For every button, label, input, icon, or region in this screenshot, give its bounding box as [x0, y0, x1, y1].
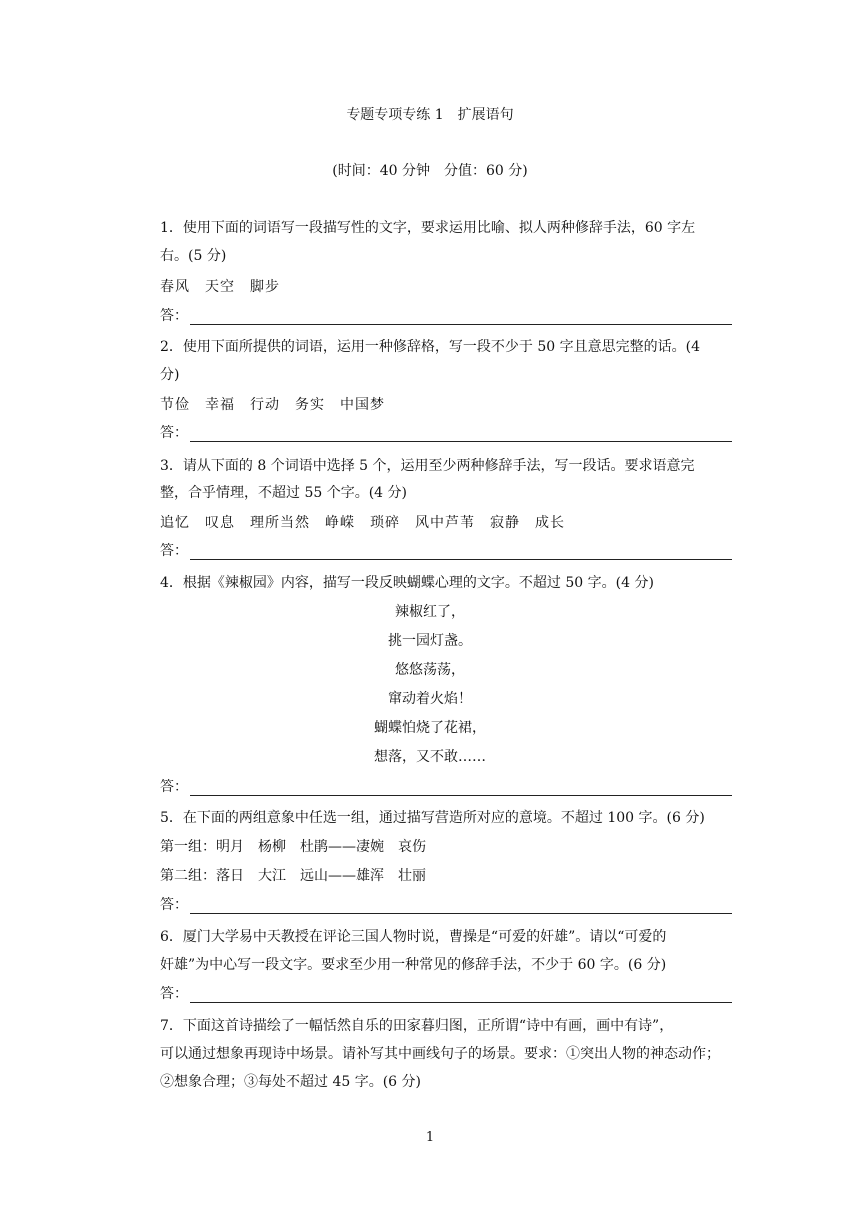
answer-label: 答： — [160, 308, 188, 324]
answer-label: 答： — [160, 897, 188, 913]
answer-label: 答： — [160, 425, 188, 441]
poem-line: 蝴蝶怕烧了花裙， — [374, 720, 486, 736]
question-4-line-1: 4．根据《辣椒园》内容，描写一段反映蝴蝶心理的文字。不超过 50 字。(4 分) — [160, 575, 654, 591]
answer-rule — [190, 312, 732, 325]
question-5-line-1: 5．在下面的两组意象中任选一组，通过描写营造所对应的意境。不超过 100 字。(6 分) — [160, 810, 705, 826]
answer-rule — [190, 429, 732, 442]
question-7-line-2: 可以通过想象再现诗中场景。请补写其中画线句子的场景。要求：①突出人物的神态动作； — [160, 1046, 720, 1062]
answer-label: 答： — [160, 543, 188, 559]
question-1-line-2: 右。(5 分) — [160, 248, 227, 264]
answer-label: 答： — [160, 779, 188, 795]
answer-rule — [190, 901, 732, 914]
answer-line-5[interactable] — [160, 894, 732, 914]
answer-line-1[interactable] — [160, 305, 732, 325]
question-7-line-3: ②想象合理；③每处不超过 45 字。(6 分) — [160, 1074, 421, 1090]
question-5-group-2: 第二组：落日 大江 远山——雄浑 壮丽 — [160, 868, 426, 884]
question-3-line-1: 3．请从下面的 8 个词语中选择 5 个，运用至少两种修辞手法，写一段话。要求语意完 — [160, 458, 695, 474]
answer-line-4[interactable] — [160, 776, 732, 796]
poem-line: 想落，又不敢…… — [374, 749, 486, 765]
question-2-words: 节俭 幸福 行动 务实 中国梦 — [160, 397, 385, 413]
answer-rule — [190, 783, 732, 796]
answer-line-3[interactable] — [160, 540, 732, 560]
time-score-info: (时间：40 分钟 分值：60 分) — [332, 163, 528, 179]
page-number: 1 — [425, 1130, 435, 1145]
question-2-line-2: 分) — [160, 367, 180, 383]
poem-line: 辣椒红了， — [395, 604, 465, 620]
question-1-line-1: 1．使用下面的词语写一段描写性的文字，要求运用比喻、拟人两种修辞手法，60 字左 — [160, 220, 696, 236]
page-title: 专题专项专练 1 扩展语句 — [346, 107, 514, 123]
answer-label: 答： — [160, 986, 188, 1002]
answer-line-2[interactable] — [160, 422, 732, 442]
poem-line: 挑一园灯盏。 — [388, 633, 472, 649]
poem-line: 悠悠荡荡， — [395, 662, 465, 678]
question-6-line-1: 6．厦门大学易中天教授在评论三国人物时说，曹操是“可爱的奸雄”。请以“可爱的 — [160, 929, 667, 945]
answer-rule — [190, 547, 732, 560]
question-3-line-2: 整，合乎情理，不超过 55 个字。(4 分) — [160, 485, 407, 501]
question-2-line-1: 2．使用下面所提供的词语，运用一种修辞格，写一段不少于 50 字且意思完整的话。(4 — [160, 339, 700, 355]
question-7-line-1: 7．下面这首诗描绘了一幅恬然自乐的田家暮归图，正所谓“诗中有画，画中有诗”， — [160, 1018, 674, 1034]
answer-line-6[interactable] — [160, 983, 732, 1003]
question-1-words: 春风 天空 脚步 — [160, 279, 280, 295]
answer-rule — [190, 990, 732, 1003]
question-6-line-2: 奸雄”为中心写一段文字。要求至少用一种常见的修辞手法，不少于 60 字。(6 分) — [160, 957, 667, 973]
question-3-words: 追忆 叹息 理所当然 峥嵘 琐碎 风中芦苇 寂静 成长 — [160, 515, 565, 531]
question-5-group-1: 第一组：明月 杨柳 杜鹃——凄婉 哀伤 — [160, 839, 426, 855]
poem-line: 窜动着火焰！ — [388, 691, 472, 707]
